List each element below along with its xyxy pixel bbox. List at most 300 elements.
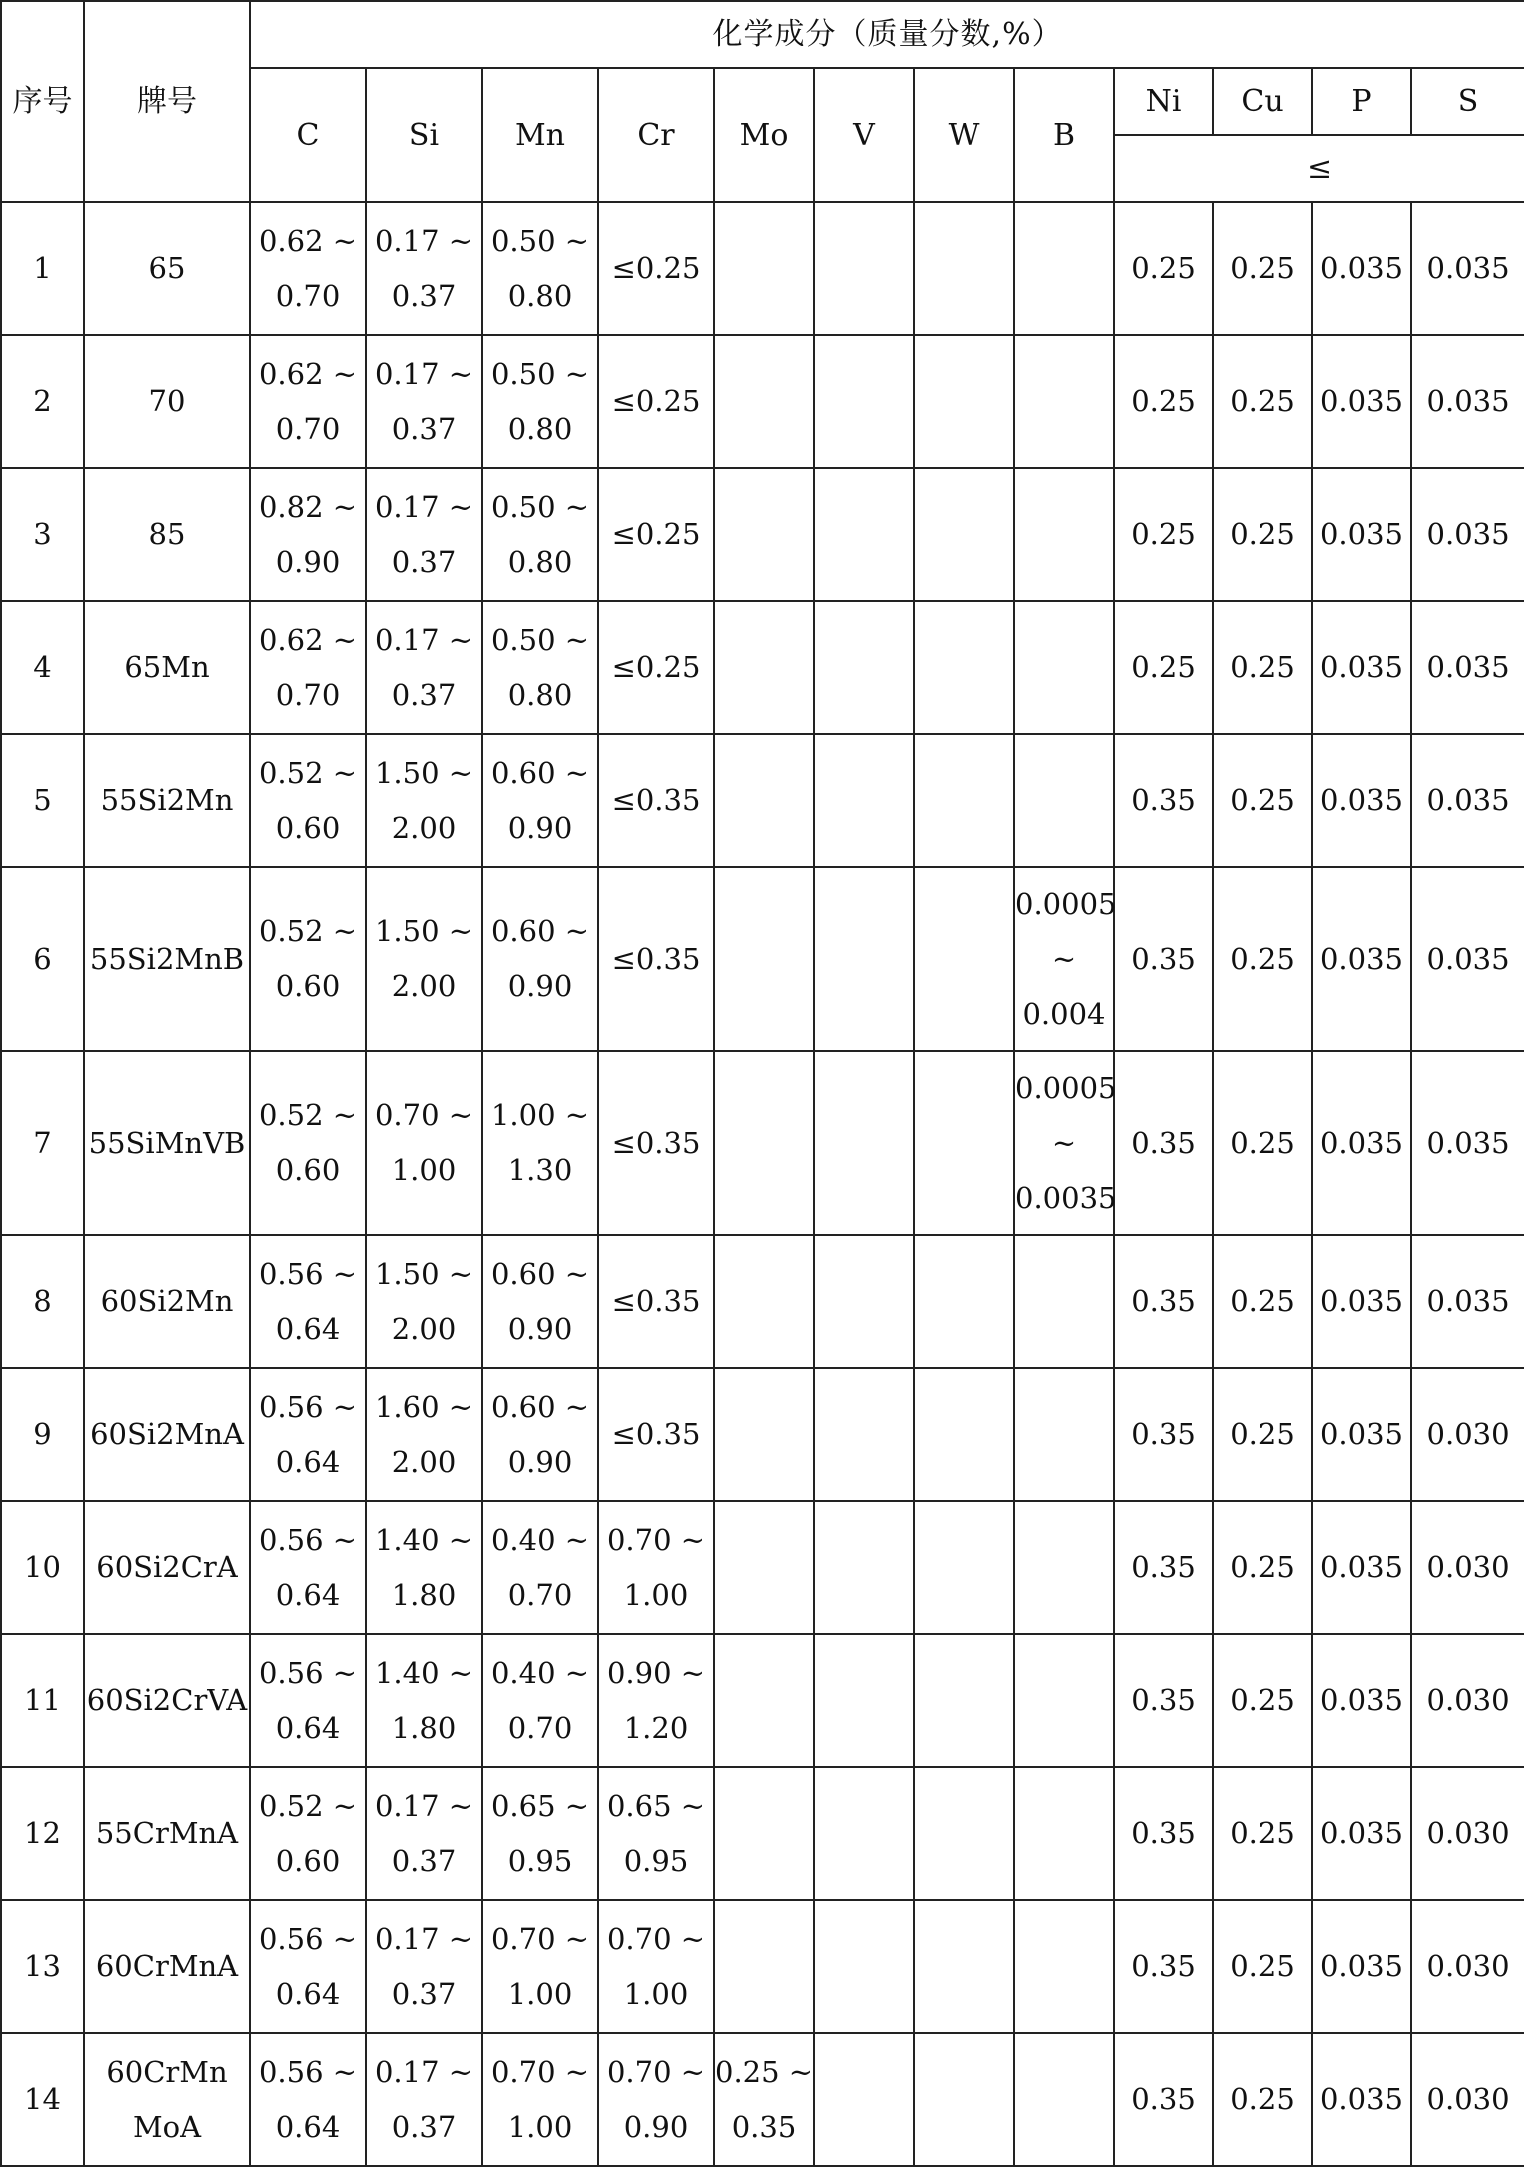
- cell-p: 0.035: [1312, 468, 1411, 601]
- cell-line: 65Mn: [124, 650, 210, 684]
- cell-line: 0.90: [507, 969, 573, 1003]
- cell-line: 1.60 ~: [374, 1389, 474, 1424]
- table-row: [1, 1634, 1524, 1767]
- cell-grade: [84, 1051, 250, 1235]
- cell-line: 0.70: [275, 278, 341, 313]
- cell-c: [250, 1235, 366, 1368]
- table-body: [1, 202, 1524, 2166]
- cell-w: [914, 1368, 1014, 1501]
- cell-mo: [714, 1767, 814, 1900]
- cell-b: [1014, 1235, 1114, 1368]
- cell-grade: [84, 1900, 250, 2033]
- cell-cu: 0.25: [1213, 335, 1312, 468]
- cell-line: 0.56 ~: [258, 1389, 358, 1424]
- cell-grade: [84, 1767, 250, 1900]
- cell-mn: [482, 1235, 598, 1368]
- cell-c: [250, 601, 366, 734]
- cell-c: [250, 1501, 366, 1634]
- cell-mo: [714, 1501, 814, 1634]
- cell-seq: 8: [1, 1235, 84, 1368]
- cell-line: 0.17 ~: [374, 1788, 474, 1823]
- cell-b: [1014, 1051, 1117, 1235]
- cell-p: 0.035: [1312, 1368, 1411, 1501]
- cell-v: [814, 1051, 914, 1235]
- cell-line: 55Si2Mn: [100, 783, 234, 817]
- cell-b: [1014, 1900, 1114, 2033]
- cell-w: [914, 468, 1014, 601]
- cell-line: 0.70 ~: [490, 2054, 590, 2089]
- cell-line: 0.56 ~: [258, 1655, 358, 1690]
- cell-si: [366, 1501, 482, 1634]
- cell-b: [1014, 468, 1114, 601]
- cell-seq: 3: [1, 468, 84, 601]
- table-row: [1, 734, 1524, 867]
- cell-cu: 0.25: [1213, 1634, 1312, 1767]
- cell-cu: 0.25: [1213, 1501, 1312, 1634]
- cell-mn: [482, 734, 598, 867]
- cell-ni: 0.35: [1114, 867, 1213, 1051]
- cell-line: 2.00: [391, 1444, 457, 1479]
- header-element-Cr: Cr: [598, 68, 714, 202]
- cell-line: 60Si2CrA: [96, 1550, 238, 1584]
- cell-c: [250, 1051, 366, 1235]
- cell-v: [814, 468, 914, 601]
- cell-line: ≤0.25: [611, 251, 701, 285]
- cell-line: 0.56 ~: [258, 2054, 358, 2089]
- table-row: [1, 1051, 1524, 1235]
- cell-mo: [714, 202, 814, 335]
- cell-line: 0.90: [507, 1311, 573, 1346]
- cell-w: [914, 2033, 1014, 2166]
- cell-b: [1014, 601, 1114, 734]
- cell-line: ≤0.35: [611, 1417, 701, 1451]
- cell-c: [250, 1767, 366, 1900]
- cell-mo: [714, 468, 814, 601]
- cell-grade: [84, 867, 250, 1051]
- cell-cu: 0.25: [1213, 2033, 1312, 2166]
- cell-b: [1014, 335, 1114, 468]
- cell-p: 0.035: [1312, 1501, 1411, 1634]
- cell-seq: 14: [1, 2033, 84, 2166]
- cell-v: [814, 601, 914, 734]
- cell-v: [814, 734, 914, 867]
- cell-ni: 0.35: [1114, 1900, 1213, 2033]
- cell-b: [1014, 1501, 1114, 1634]
- cell-line: 0.62 ~: [258, 356, 358, 391]
- cell-si: [366, 202, 482, 335]
- cell-b: [1014, 1368, 1114, 1501]
- cell-s: 0.035: [1411, 867, 1524, 1051]
- cell-mo: [714, 1051, 814, 1235]
- cell-line: 60CrMnA: [95, 1949, 239, 1983]
- cell-w: [914, 1634, 1014, 1767]
- table-row: [1, 1368, 1524, 1501]
- cell-line: 0.64: [275, 2109, 341, 2144]
- cell-v: [814, 1235, 914, 1368]
- cell-line: 1.50 ~: [374, 755, 474, 790]
- cell-ni: 0.35: [1114, 2033, 1213, 2166]
- cell-line: 1.00: [391, 1153, 457, 1187]
- cell-cr: [598, 1368, 714, 1501]
- cell-ni: 0.25: [1114, 601, 1213, 734]
- cell-line: 0.60: [275, 1843, 341, 1878]
- cell-s: 0.030: [1411, 1368, 1524, 1501]
- cell-grade: [84, 468, 250, 601]
- header-seq: 序号: [1, 1, 84, 202]
- cell-line: 0.0005: [1015, 1070, 1117, 1105]
- table-row: [1, 1900, 1524, 2033]
- cell-mn: [482, 202, 598, 335]
- cell-mo: [714, 867, 814, 1051]
- cell-p: 0.035: [1312, 734, 1411, 867]
- header-element-S: S: [1411, 68, 1524, 135]
- cell-v: [814, 2033, 914, 2166]
- cell-line: 0.70 ~: [606, 2054, 706, 2089]
- cell-line: 0.95: [507, 1843, 573, 1878]
- cell-p: 0.035: [1312, 601, 1411, 734]
- cell-s: 0.030: [1411, 1900, 1524, 2033]
- cell-line: ≤0.25: [611, 517, 701, 551]
- cell-line: 0.56 ~: [258, 1522, 358, 1557]
- table-row: [1, 867, 1524, 1051]
- cell-grade: [84, 1368, 250, 1501]
- cell-si: [366, 1634, 482, 1767]
- cell-v: [814, 867, 914, 1051]
- cell-line: 0.80: [507, 411, 573, 446]
- cell-line: 0.50 ~: [490, 223, 590, 258]
- header-grade: 牌号: [84, 1, 250, 202]
- cell-line: 0.80: [507, 677, 573, 712]
- cell-cr: [598, 1767, 714, 1900]
- cell-c: [250, 1368, 366, 1501]
- cell-line: 1.40 ~: [374, 1655, 474, 1690]
- table-row: [1, 468, 1524, 601]
- cell-line: 1.30: [507, 1153, 573, 1187]
- cell-b: [1014, 1767, 1114, 1900]
- cell-si: [366, 1051, 482, 1235]
- cell-ni: 0.35: [1114, 1634, 1213, 1767]
- cell-line: 0.50 ~: [490, 356, 590, 391]
- cell-line: 0.65 ~: [490, 1788, 590, 1823]
- cell-mn: [482, 1900, 598, 2033]
- cell-line: 0.0035: [1015, 1180, 1117, 1215]
- cell-si: [366, 1368, 482, 1501]
- cell-cu: 0.25: [1213, 1368, 1312, 1501]
- cell-c: [250, 468, 366, 601]
- cell-line: 0.70 ~: [490, 1921, 590, 1956]
- cell-s: 0.030: [1411, 1767, 1524, 1900]
- cell-line: 2.00: [391, 810, 457, 845]
- cell-mo: [714, 601, 814, 734]
- cell-line: 0.52 ~: [258, 1098, 358, 1132]
- cell-p: 0.035: [1312, 1051, 1411, 1235]
- cell-line: 60Si2Mn: [100, 1284, 234, 1318]
- cell-line: 0.80: [507, 278, 573, 313]
- cell-line: 0.52 ~: [258, 1788, 358, 1823]
- cell-line: ≤0.25: [611, 650, 701, 684]
- cell-w: [914, 1235, 1014, 1368]
- cell-line: ≤0.35: [611, 1125, 701, 1160]
- cell-c: [250, 202, 366, 335]
- cell-w: [914, 734, 1014, 867]
- cell-w: [914, 867, 1014, 1051]
- cell-line: 0.37: [391, 677, 457, 712]
- cell-line: 0.62 ~: [258, 622, 358, 657]
- cell-cr: [598, 335, 714, 468]
- cell-c: [250, 335, 366, 468]
- cell-w: [914, 601, 1014, 734]
- cell-cr: [598, 734, 714, 867]
- cell-line: 0.17 ~: [374, 1921, 474, 1956]
- cell-cu: 0.25: [1213, 202, 1312, 335]
- cell-b: [1014, 1634, 1114, 1767]
- header-element-W: W: [914, 68, 1014, 202]
- cell-p: 0.035: [1312, 1634, 1411, 1767]
- cell-line: 0.90: [623, 2109, 689, 2144]
- cell-line: 0.50 ~: [490, 489, 590, 524]
- cell-mn: [482, 468, 598, 601]
- cell-w: [914, 1767, 1014, 1900]
- cell-line: 0.25 ~: [715, 2054, 814, 2089]
- cell-line: 0.60: [275, 810, 341, 845]
- cell-line: 1.20: [623, 1710, 689, 1745]
- cell-line: 0.56 ~: [258, 1921, 358, 1956]
- cell-line: 0.004: [1022, 996, 1106, 1031]
- cell-cr: [598, 867, 714, 1051]
- cell-seq: 9: [1, 1368, 84, 1501]
- cell-mn: [482, 1501, 598, 1634]
- cell-mo: [714, 2033, 814, 2166]
- cell-cr: [598, 1051, 714, 1235]
- cell-line: 0.17 ~: [374, 223, 474, 258]
- cell-grade: [84, 2033, 250, 2166]
- cell-s: 0.035: [1411, 202, 1524, 335]
- cell-line: 85: [148, 517, 186, 551]
- table-row: [1, 1501, 1524, 1634]
- cell-seq: 1: [1, 202, 84, 335]
- cell-b: [1014, 2033, 1114, 2166]
- cell-line: 0.37: [391, 1843, 457, 1878]
- cell-s: 0.035: [1411, 1051, 1524, 1235]
- cell-line: 0.70 ~: [606, 1921, 706, 1956]
- cell-line: 0.60 ~: [490, 1389, 590, 1424]
- cell-grade: [84, 202, 250, 335]
- cell-line: 0.62 ~: [258, 223, 358, 258]
- cell-p: 0.035: [1312, 335, 1411, 468]
- cell-line: 0.60 ~: [490, 914, 590, 948]
- cell-line: MoA: [132, 2109, 202, 2144]
- cell-ni: 0.35: [1114, 1051, 1213, 1235]
- table-row: [1, 2033, 1524, 2166]
- cell-line: 0.50 ~: [490, 622, 590, 657]
- cell-line: 0.60 ~: [490, 755, 590, 790]
- cell-line: 0.37: [391, 544, 457, 579]
- cell-line: 0.64: [275, 1710, 341, 1745]
- cell-w: [914, 202, 1014, 335]
- cell-cr: [598, 1634, 714, 1767]
- cell-v: [814, 1900, 914, 2033]
- cell-s: 0.035: [1411, 468, 1524, 601]
- cell-mn: [482, 2033, 598, 2166]
- cell-c: [250, 2033, 366, 2166]
- cell-mn: [482, 1767, 598, 1900]
- cell-line: 0.90: [507, 810, 573, 845]
- cell-b: [1014, 867, 1117, 1051]
- header-max-symbol: ≤: [1114, 135, 1524, 202]
- cell-line: 0.70: [507, 1577, 573, 1612]
- cell-seq: 2: [1, 335, 84, 468]
- cell-line: 1.00 ~: [490, 1098, 590, 1132]
- cell-line: 0.35: [731, 2109, 797, 2144]
- cell-line: 0.40 ~: [490, 1522, 590, 1557]
- cell-s: 0.035: [1411, 1235, 1524, 1368]
- cell-line: 1.00: [623, 1976, 689, 2011]
- header-element-Mn: Mn: [482, 68, 598, 202]
- header-composition-title: 化学成分（质量分数,%）: [250, 1, 1524, 68]
- cell-ni: 0.35: [1114, 1368, 1213, 1501]
- cell-line: 0.17 ~: [374, 2054, 474, 2089]
- cell-mo: [714, 1634, 814, 1767]
- table-row: [1, 202, 1524, 335]
- cell-line: 0.64: [275, 1444, 341, 1479]
- cell-si: [366, 734, 482, 867]
- cell-cr: [598, 468, 714, 601]
- cell-grade: [84, 601, 250, 734]
- cell-si: [366, 1767, 482, 1900]
- cell-grade: [84, 1501, 250, 1634]
- cell-line: 0.60: [275, 969, 341, 1003]
- cell-mn: [482, 1051, 598, 1235]
- cell-mn: [482, 867, 598, 1051]
- cell-s: 0.030: [1411, 1634, 1524, 1767]
- cell-w: [914, 335, 1014, 468]
- cell-mn: [482, 335, 598, 468]
- cell-line: 55CrMnA: [95, 1816, 239, 1850]
- cell-ni: 0.25: [1114, 468, 1213, 601]
- cell-line: 65: [148, 251, 186, 285]
- cell-mo: [714, 1900, 814, 2033]
- cell-mo: [714, 1235, 814, 1368]
- cell-s: 0.035: [1411, 734, 1524, 867]
- cell-si: [366, 1900, 482, 2033]
- cell-si: [366, 601, 482, 734]
- header-element-Cu: Cu: [1213, 68, 1312, 135]
- cell-line: 0.70 ~: [606, 1522, 706, 1557]
- cell-s: 0.035: [1411, 335, 1524, 468]
- cell-ni: 0.35: [1114, 1767, 1213, 1900]
- cell-seq: 6: [1, 867, 84, 1051]
- cell-si: [366, 867, 482, 1051]
- cell-cu: 0.25: [1213, 1235, 1312, 1368]
- cell-cu: 0.25: [1213, 1767, 1312, 1900]
- cell-line: 0.60: [275, 1153, 341, 1187]
- cell-line: 0.65 ~: [606, 1788, 706, 1823]
- cell-c: [250, 867, 366, 1051]
- cell-s: 0.035: [1411, 601, 1524, 734]
- cell-b: [1014, 734, 1114, 867]
- table-row: [1, 601, 1524, 734]
- cell-line: ≤0.25: [611, 384, 701, 418]
- cell-line: 0.17 ~: [374, 622, 474, 657]
- cell-grade: [84, 335, 250, 468]
- cell-grade: [84, 1235, 250, 1368]
- cell-ni: 0.25: [1114, 335, 1213, 468]
- header-element-B: B: [1014, 68, 1114, 202]
- cell-w: [914, 1051, 1014, 1235]
- cell-line: 0.37: [391, 411, 457, 446]
- cell-p: 0.035: [1312, 1900, 1411, 2033]
- cell-line: 0.64: [275, 1976, 341, 2011]
- cell-seq: 12: [1, 1767, 84, 1900]
- cell-ni: 0.35: [1114, 734, 1213, 867]
- cell-c: [250, 734, 366, 867]
- cell-s: 0.030: [1411, 1501, 1524, 1634]
- cell-v: [814, 1634, 914, 1767]
- cell-p: 0.035: [1312, 867, 1411, 1051]
- cell-c: [250, 1900, 366, 2033]
- cell-cu: 0.25: [1213, 867, 1312, 1051]
- cell-seq: 10: [1, 1501, 84, 1634]
- cell-line: ~: [1051, 941, 1077, 976]
- cell-v: [814, 202, 914, 335]
- cell-mn: [482, 1368, 598, 1501]
- header-element-C: C: [250, 68, 366, 202]
- cell-line: 0.90: [507, 1444, 573, 1479]
- cell-seq: 5: [1, 734, 84, 867]
- cell-line: 1.00: [507, 2109, 573, 2144]
- cell-v: [814, 1501, 914, 1634]
- cell-line: 1.50 ~: [374, 1256, 474, 1291]
- cell-c: [250, 1634, 366, 1767]
- cell-line: 2.00: [391, 1311, 457, 1346]
- cell-s: 0.030: [1411, 2033, 1524, 2166]
- cell-line: 0.82 ~: [258, 489, 358, 524]
- cell-si: [366, 2033, 482, 2166]
- cell-line: 1.50 ~: [374, 914, 474, 948]
- cell-line: 70: [148, 384, 186, 418]
- cell-line: 55Si2MnB: [89, 941, 245, 976]
- cell-si: [366, 468, 482, 601]
- cell-grade: [84, 734, 250, 867]
- cell-seq: 11: [1, 1634, 84, 1767]
- cell-p: 0.035: [1312, 1767, 1411, 1900]
- cell-line: 60CrMn: [106, 2054, 228, 2089]
- cell-line: ≤0.35: [611, 941, 701, 976]
- cell-cr: [598, 1900, 714, 2033]
- header-element-P: P: [1312, 68, 1411, 135]
- cell-line: 2.00: [391, 969, 457, 1003]
- table-row: [1, 1235, 1524, 1368]
- cell-line: 0.95: [623, 1843, 689, 1878]
- cell-line: 0.56 ~: [258, 1256, 358, 1291]
- cell-v: [814, 1368, 914, 1501]
- cell-cr: [598, 2033, 714, 2166]
- cell-cr: [598, 1501, 714, 1634]
- cell-line: 0.64: [275, 1577, 341, 1612]
- cell-line: 55SiMnVB: [88, 1125, 246, 1160]
- cell-line: 0.60 ~: [490, 1256, 590, 1291]
- cell-line: 0.90: [275, 544, 341, 579]
- cell-mn: [482, 1634, 598, 1767]
- cell-line: 0.70: [275, 677, 341, 712]
- cell-line: 0.64: [275, 1311, 341, 1346]
- cell-ni: 0.25: [1114, 202, 1213, 335]
- cell-line: 0.70 ~: [374, 1098, 474, 1132]
- cell-mo: [714, 1368, 814, 1501]
- cell-w: [914, 1501, 1014, 1634]
- cell-seq: 4: [1, 601, 84, 734]
- cell-mo: [714, 734, 814, 867]
